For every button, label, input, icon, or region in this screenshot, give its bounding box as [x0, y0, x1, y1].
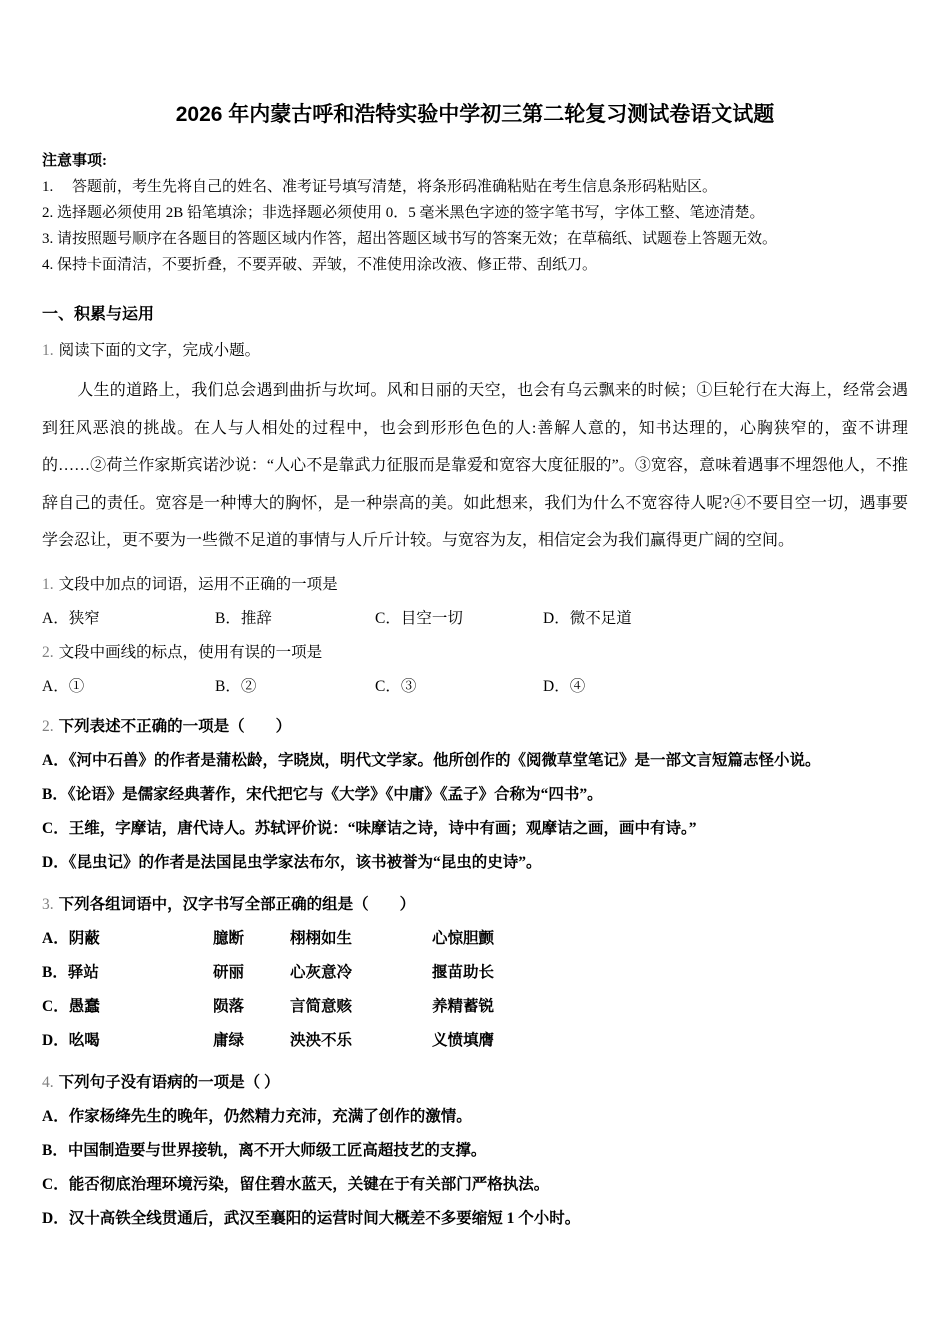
- question-1-stem: [42, 334, 908, 368]
- reading-passage: 人生的道路上，我们总会遇到曲折与坎坷。风和日丽的天空，也会有乌云飘来的时候；①巨轮行在大海上，经常会遇到狂风恶浪的挑战。在人与人相处的过程中，也会到形形色色的人:善解人意的，知书达理的，心胸狭窄的，蛮不讲理的……②荷兰作家斯宾诺沙说：“人心不是靠武力征服而是靠爱和宽容大度征服的”。③宽容，意味着遇事不埋怨他人，不推辞自己的责任。宽容是一种博大的胸怀，是一种崇高的美。如此想来，我们为什么不宽容待人呢?④不要目空一切，遇事要学会忍让，更不要为一些微不足道的事情与人斤斤计较。与宽容为友，相信定会为我们赢得更广阔的空间。: [42, 382, 908, 549]
- question-1-1-number: 1.: [42, 575, 54, 593]
- option-d: D．微不足道: [543, 609, 632, 627]
- word-cell: 臆断: [213, 929, 245, 947]
- page-title: 2026 年内蒙古呼和浩特实验中学初三第二轮复习测试卷语文试题: [175, 103, 775, 126]
- word-cell: 义愤填膺: [432, 1031, 495, 1049]
- question-3-row-b: [42, 956, 908, 990]
- question-1-number: 1.: [42, 342, 54, 359]
- question-3-row-d: [42, 1024, 908, 1058]
- option-d: D．④: [543, 677, 586, 695]
- question-1-2-number: 2.: [42, 643, 54, 661]
- word-cell: 言简意赅: [290, 997, 353, 1015]
- option-b: B．②: [215, 677, 257, 695]
- notice-item-3: 3. 请按照题号顺序在各题目的答题区域内作答，超出答题区域书写的答案无效；在草稿纸、试题卷上答题无效。: [42, 231, 778, 247]
- section-heading: 一、积累与运用: [42, 306, 155, 323]
- notice-header: 注意事项:: [42, 153, 107, 169]
- word-cell: 陨落: [213, 997, 245, 1015]
- question-1-1-options: [42, 602, 908, 636]
- notice-item-4: 4. 保持卡面清洁，不要折叠，不要弄破、弄皱，不准使用涂改液、修正带、刮纸刀。: [42, 257, 598, 273]
- word-cell: B．驿站: [42, 963, 99, 981]
- notice-item-2: 2. 选择题必须使用 2B 铅笔填涂；非选择题必须使用 0．5 毫米黑色字迹的签字笔书写，字体工整、笔迹清楚。: [42, 205, 765, 221]
- word-cell: C．愚蠢: [42, 997, 100, 1015]
- question-3-row-a: [42, 922, 908, 956]
- question-4-option-d: D．汉十高铁全线贯通后，武汉至襄阳的运营时间大概差不多要缩短 1 个小时。: [42, 1209, 581, 1227]
- notice-item-1: 1. 答题前，考生先将自己的姓名、准考证号填写清楚，将条形码准确粘贴在考生信息条形码粘贴区。: [42, 179, 718, 195]
- word-cell: 研丽: [213, 963, 245, 981]
- question-1-text: 阅读下面的文字，完成小题。: [58, 342, 261, 359]
- question-4-option-a: A．作家杨绛先生的晚年，仍然精力充沛，充满了创作的激情。: [42, 1107, 472, 1125]
- option-c: C．目空一切: [375, 609, 463, 627]
- question-1-2-text: 文段中画线的标点，使用有误的一项是: [58, 643, 323, 661]
- question-2-number: 2.: [42, 717, 54, 735]
- question-2-option-a: A．《河中石兽》的作者是蒲松龄，字晓岚，明代文学家。他所创作的《阅微草堂笔记》是一部文言短篇志怪小说。: [42, 751, 821, 769]
- question-3-text: 下列各组词语中，汉字书写全部正确的组是（ ）: [58, 895, 416, 913]
- word-cell: D．吆喝: [42, 1031, 100, 1049]
- option-a: A．①: [42, 677, 85, 695]
- question-2-option-c: C．王维，字摩诘，唐代诗人。苏轼评价说：“味摩诘之诗，诗中有画；观摩诘之画，画中有诗。”: [42, 819, 697, 837]
- question-3-row-c: [42, 990, 908, 1024]
- word-cell: 泱泱不乐: [290, 1031, 353, 1049]
- question-3-number: 3.: [42, 895, 54, 913]
- question-1-1-stem: [42, 568, 908, 602]
- word-cell: 心惊胆颤: [432, 929, 495, 947]
- question-2-option-d: D．《昆虫记》的作者是法国昆虫学家法布尔，该书被誉为“昆虫的史诗”。: [42, 853, 542, 871]
- option-b: B．推辞: [215, 609, 272, 627]
- question-4-option-b: B．中国制造要与世界接轨，离不开大师级工匠高超技艺的支撑。: [42, 1141, 487, 1159]
- question-1-2-options: [42, 670, 908, 704]
- question-4-text: 下列句子没有语病的一项是（ ）: [58, 1073, 280, 1091]
- word-cell: 心灰意冷: [290, 963, 353, 981]
- question-3-stem: [42, 888, 908, 922]
- question-4-stem: [42, 1066, 908, 1100]
- question-2-text: 下列表述不正确的一项是（ ）: [58, 717, 292, 735]
- word-cell: A．阴蔽: [42, 929, 100, 947]
- word-cell: 栩栩如生: [290, 929, 353, 947]
- question-1-2-stem: [42, 636, 908, 670]
- word-cell: 养精蓄锐: [432, 997, 495, 1015]
- word-cell: 揠苗助长: [432, 963, 495, 981]
- question-4-number: 4.: [42, 1073, 54, 1091]
- question-1-1-text: 文段中加点的词语，运用不正确的一项是: [58, 575, 338, 593]
- notice-section: [42, 148, 908, 278]
- question-2-option-b: B．《论语》是儒家经典著作，宋代把它与《大学》《中庸》《孟子》合称为“四书”。: [42, 785, 603, 803]
- question-4-option-c: C．能否彻底治理环境污染，留住碧水蓝天，关键在于有关部门严格执法。: [42, 1175, 550, 1193]
- option-c: C．③: [375, 677, 417, 695]
- option-a: A．狭窄: [42, 609, 100, 627]
- word-cell: 庸绿: [213, 1031, 245, 1049]
- question-2-stem: [42, 710, 908, 744]
